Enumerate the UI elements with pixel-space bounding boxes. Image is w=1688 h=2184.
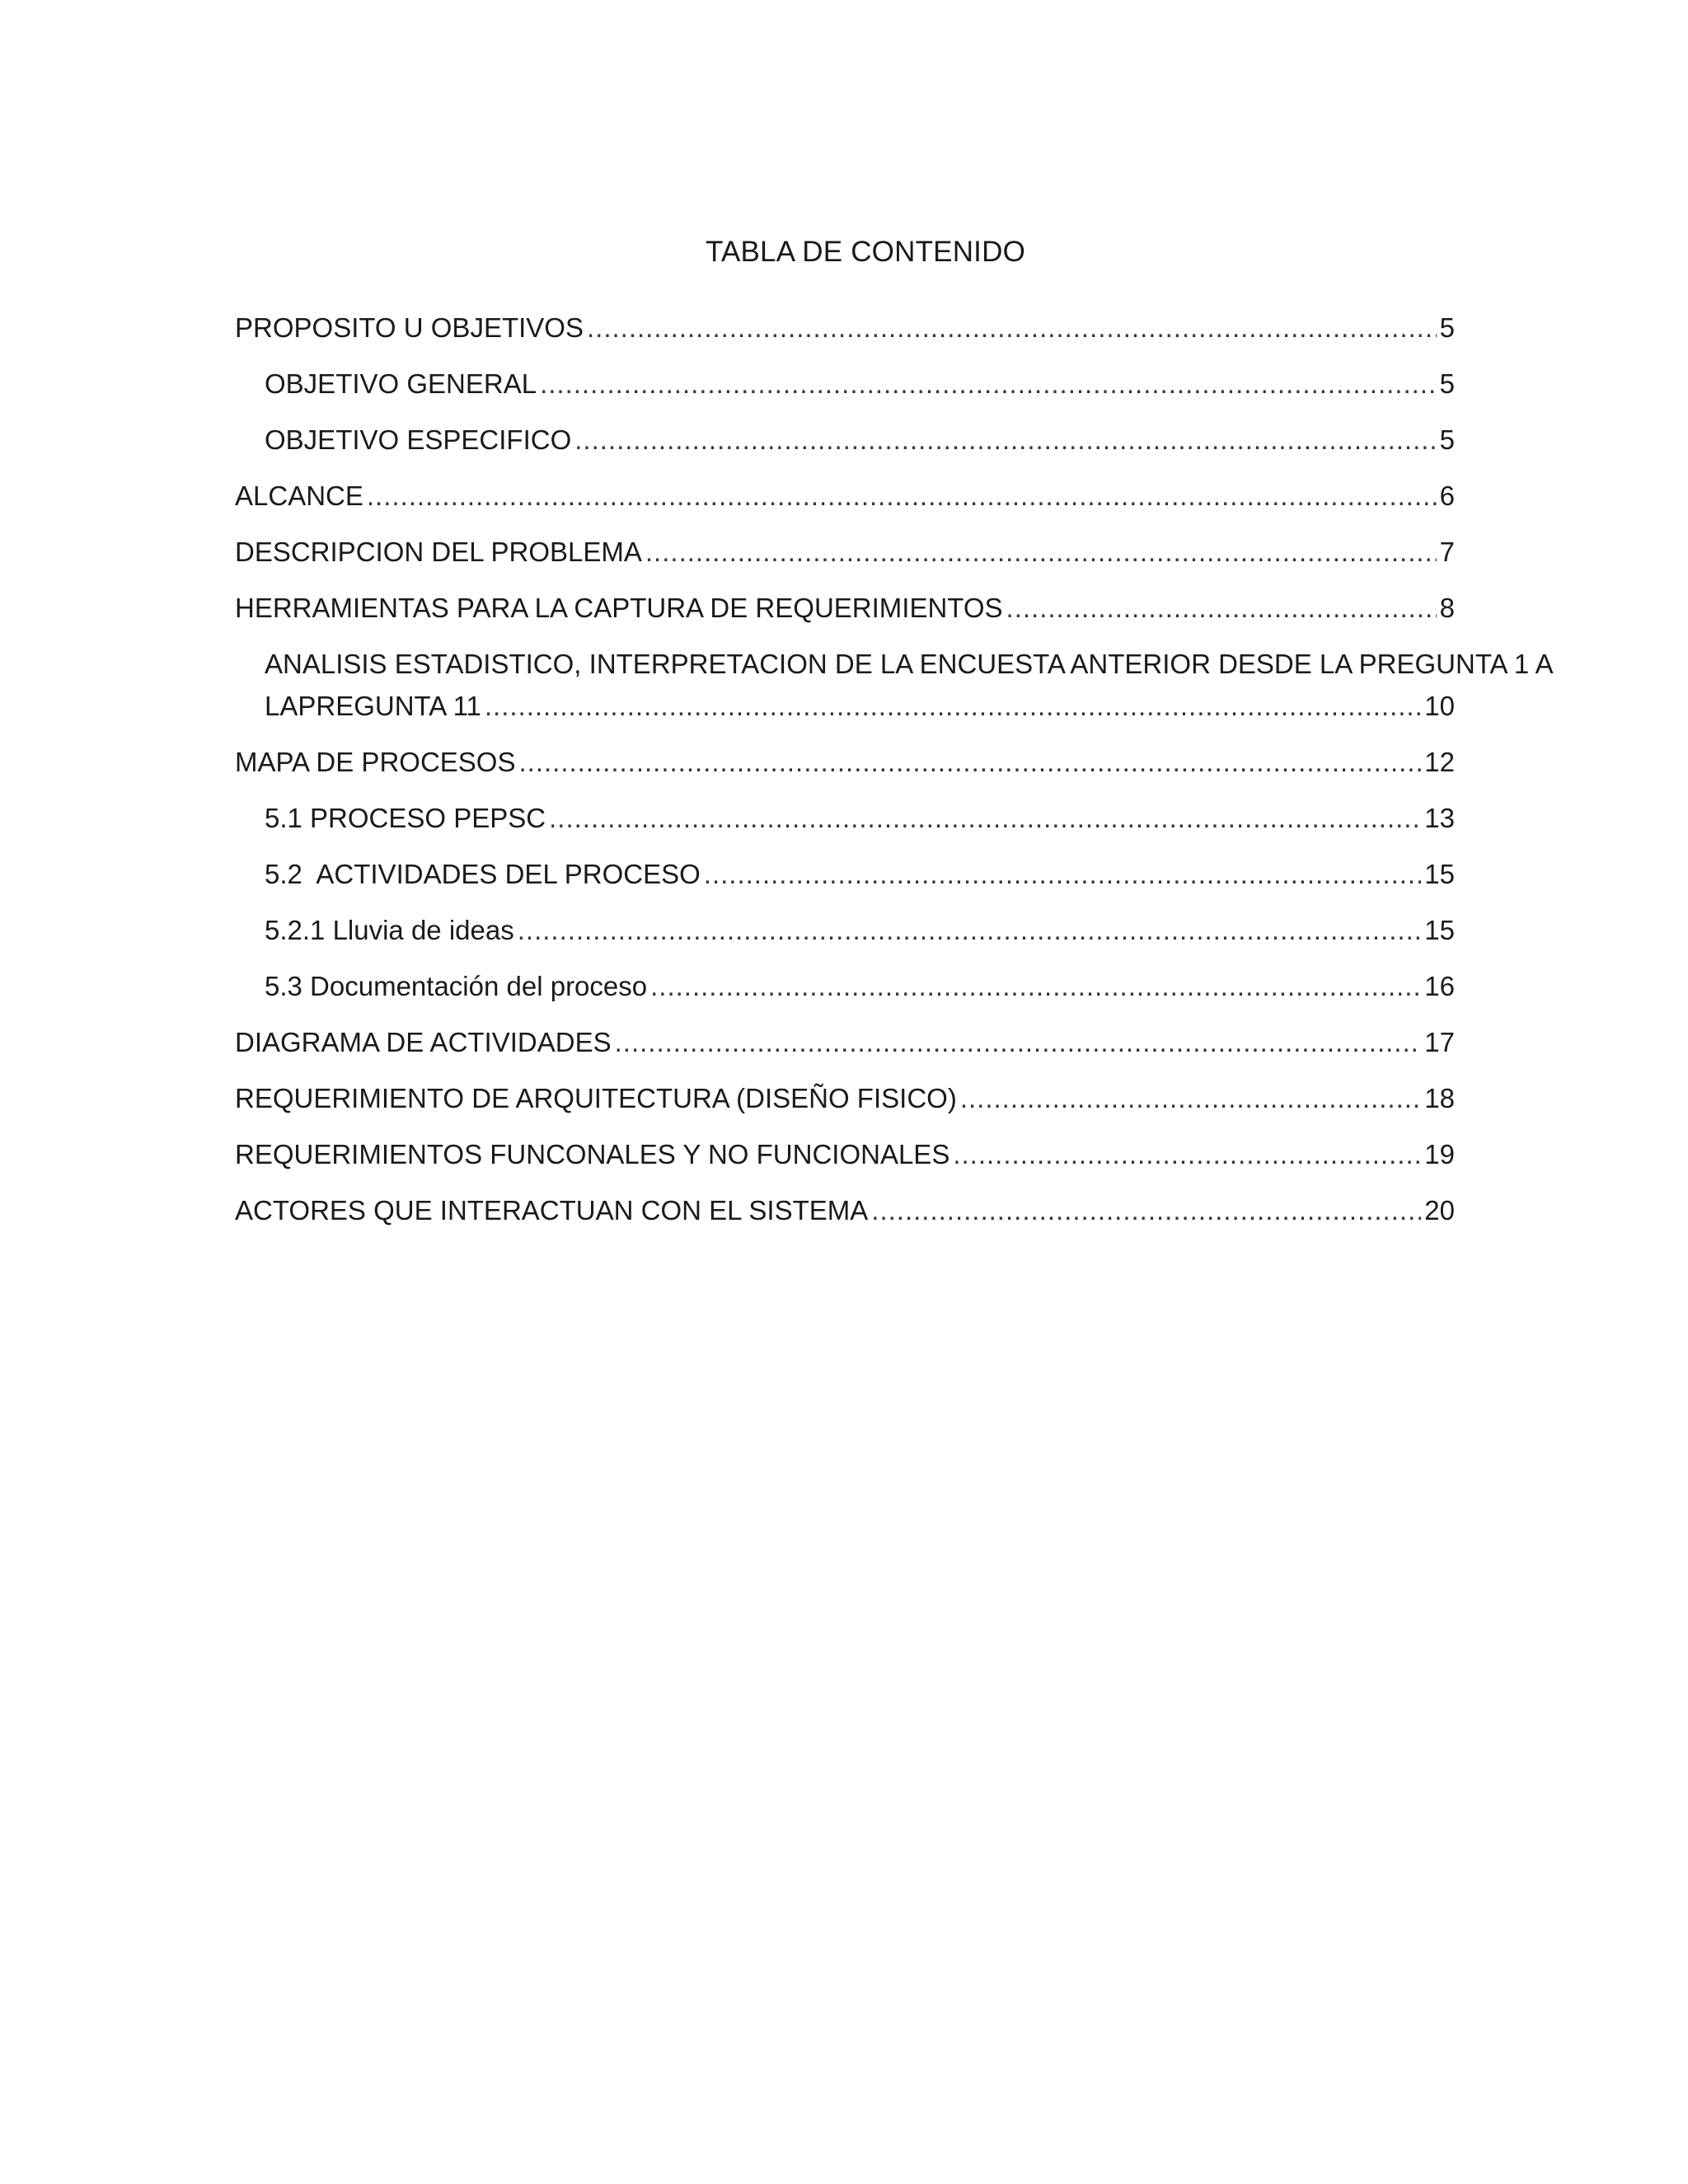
toc-entry-text: OBJETIVO GENERAL bbox=[265, 368, 537, 399]
toc-entry-page: 16 bbox=[1424, 971, 1455, 1001]
dot-leader bbox=[645, 531, 1437, 573]
toc-entry-page: 5 bbox=[1439, 368, 1455, 399]
toc-entry-text: PROPOSITO U OBJETIVOS bbox=[235, 312, 584, 343]
toc-entry-text: REQUERIMIENTO DE ARQUITECTURA (DISEÑO FISICO) bbox=[235, 1083, 957, 1113]
toc-entry-text: 5.1 PROCESO PEPSC bbox=[265, 803, 546, 833]
toc-entry-text: ACTORES QUE INTERACTUAN CON EL SISTEMA bbox=[235, 1195, 869, 1226]
toc-entry-page: 8 bbox=[1439, 593, 1455, 623]
toc-entry[interactable] bbox=[235, 419, 1455, 461]
dot-leader bbox=[704, 853, 1422, 895]
toc-entry[interactable] bbox=[235, 307, 1455, 349]
toc-entry[interactable] bbox=[235, 909, 1455, 951]
toc-entry[interactable] bbox=[235, 531, 1455, 573]
toc-entry-page: 5 bbox=[1439, 312, 1455, 343]
toc-entry-page: 17 bbox=[1424, 1027, 1455, 1057]
dot-leader bbox=[518, 909, 1422, 951]
toc-entry[interactable] bbox=[235, 1133, 1455, 1175]
toc-entry[interactable] bbox=[235, 475, 1455, 517]
toc-entry-page: 7 bbox=[1439, 537, 1455, 567]
toc-entry-page: 12 bbox=[1424, 747, 1455, 777]
toc-entry[interactable] bbox=[235, 1189, 1455, 1231]
dot-leader bbox=[1006, 587, 1437, 629]
dot-leader bbox=[615, 1021, 1422, 1063]
toc-entry[interactable] bbox=[235, 1077, 1455, 1119]
toc-entry-multiline[interactable] bbox=[235, 643, 1554, 727]
toc-entry[interactable] bbox=[235, 853, 1455, 895]
toc-entry-page: 18 bbox=[1424, 1083, 1455, 1113]
toc-entry-text: 5.2 ACTIVIDADES DEL PROCESO bbox=[265, 859, 701, 889]
toc-entry-page: 13 bbox=[1424, 803, 1455, 833]
toc-entry-text: 5.2.1 Lluvia de ideas bbox=[265, 915, 514, 945]
toc-entry-text: LAPREGUNTA 11 bbox=[265, 691, 481, 721]
toc-entry-text-line1: ANALISIS ESTADISTICO, INTERPRETACION DE LA ENCUESTA ANTERIOR DESDE LA PREGUNTA 1 A bbox=[265, 649, 1554, 679]
toc-entry[interactable] bbox=[235, 965, 1455, 1007]
toc-entry-text: REQUERIMIENTOS FUNCONALES Y NO FUNCIONALES bbox=[235, 1139, 950, 1169]
toc-entry-page: 6 bbox=[1439, 480, 1455, 511]
toc-entry[interactable] bbox=[235, 797, 1455, 839]
toc-entry-page: 5 bbox=[1439, 424, 1455, 455]
dot-leader bbox=[587, 307, 1437, 349]
toc-entry-text: 5.3 Documentación del proceso bbox=[265, 971, 648, 1001]
toc-entry-page: 10 bbox=[1424, 691, 1455, 721]
dot-leader bbox=[540, 363, 1437, 405]
toc-entry-text: OBJETIVO ESPECIFICO bbox=[265, 424, 572, 455]
toc-entry[interactable] bbox=[235, 1021, 1455, 1063]
dot-leader bbox=[549, 797, 1421, 839]
toc-entry-page: 20 bbox=[1424, 1195, 1455, 1226]
table-of-contents bbox=[235, 307, 1554, 1245]
toc-entry-page: 15 bbox=[1424, 915, 1455, 945]
toc-title: TABLA DE CONTENIDO bbox=[705, 236, 1026, 268]
dot-leader bbox=[650, 965, 1421, 1007]
toc-entry-text: ALCANCE bbox=[235, 480, 363, 511]
toc-entry-text: HERRAMIENTAS PARA LA CAPTURA DE REQUERIMIENTOS bbox=[235, 593, 1003, 623]
dot-leader bbox=[871, 1189, 1421, 1231]
toc-entry-text: DIAGRAMA DE ACTIVIDADES bbox=[235, 1027, 612, 1057]
dot-leader bbox=[518, 741, 1421, 783]
toc-entry[interactable] bbox=[235, 741, 1455, 783]
dot-leader bbox=[367, 475, 1437, 517]
toc-entry bbox=[235, 685, 1455, 727]
toc-entry-text: MAPA DE PROCESOS bbox=[235, 747, 516, 777]
dot-leader bbox=[953, 1133, 1421, 1175]
toc-entry[interactable] bbox=[235, 363, 1455, 405]
dot-leader bbox=[574, 419, 1436, 461]
dot-leader bbox=[485, 685, 1421, 727]
toc-entry-page: 19 bbox=[1424, 1139, 1455, 1169]
toc-entry[interactable] bbox=[235, 587, 1455, 629]
dot-leader bbox=[960, 1077, 1421, 1119]
toc-entry-page: 15 bbox=[1424, 859, 1455, 889]
toc-entry-text: DESCRIPCION DEL PROBLEMA bbox=[235, 537, 642, 567]
